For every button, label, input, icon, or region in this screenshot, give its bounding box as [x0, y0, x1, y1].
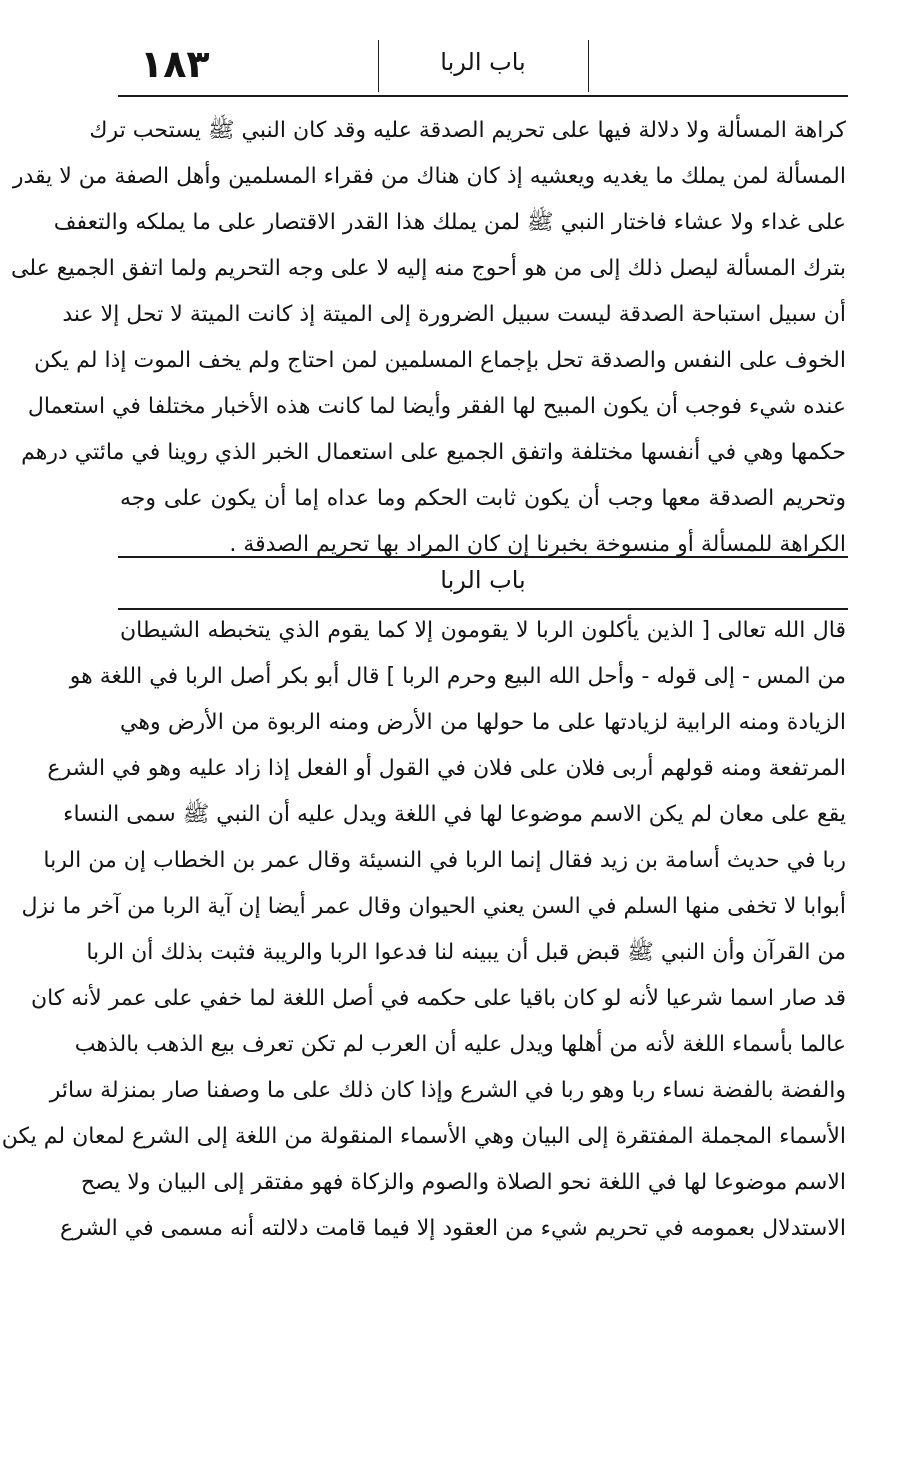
text-line: أن سبيل استباحة الصدقة ليست سبيل الضرورة إلى الميتة إذ كانت الميتة لا تحل إلا عند [62, 302, 846, 327]
text-line: عالما بأسماء اللغة لأنه من أهلها ويدل عليه أن العرب لم تكن تعرف بيع الذهب بالذهب [74, 1032, 846, 1057]
text-line: قد صار اسما شرعيا لأنه لو كان باقيا على حكمه في أصل اللغة لما خفي على عمر لأنه كان [30, 986, 846, 1011]
text-line: وتحريم الصدقة معها وجب أن يكون ثابت الحكم وما عداه إما أن يكون على وجه [120, 486, 846, 511]
text-line: بترك المسألة ليصل ذلك إلى من هو أحوج منه إليه لا على وجه التحريم ولما اتفق الجميع على [11, 256, 846, 281]
page-header [118, 38, 848, 96]
section-title: باب الربا [440, 566, 526, 594]
text-line: أبوابا لا تخفى منها السلم في السن يعني الحيوان وقال عمر أيضا إن آية الربا من آخر ما نزل [21, 894, 846, 919]
text-line: على غداء ولا عشاء فاختار النبي ﷺ لمن يملك هذا القدر الاقتصار على ما يملكه والتعفف [53, 210, 846, 235]
text-line: الكراهة للمسألة أو منسوخة بخبرنا إن كان المراد بها تحريم الصدقة . [229, 532, 846, 557]
text-line: الاستدلال بعمومه في تحريم شيء من العقود إلا فيما قامت دلالته أنه مسمى في الشرع [60, 1216, 846, 1241]
header-divider-right [588, 40, 589, 92]
top-paragraph [11, 108, 846, 568]
text-line: قال الله تعالى [ الذين يأكلون الربا لا يقومون إلا كما يقوم الذي يتخبطه الشيطان [120, 618, 846, 643]
page-number: ١٨٣ [140, 42, 210, 86]
bottom-paragraph [1, 608, 846, 1252]
text-line: من المس - إلى قوله - وأحل الله البيع وحرم الربا ] قال أبو بكر أصل الربا في اللغة هو [69, 664, 846, 689]
text-line: الخوف على النفس والصدقة تحل بإجماع المسلمين لمن احتاج ولم يخف الموت إذا لم يكن [34, 348, 846, 373]
text-line: الأسماء المجملة المفتقرة إلى البيان وهي الأسماء المنقولة من اللغة إلى الشرع لمعان لم يكن [1, 1124, 846, 1149]
header-rule [118, 95, 848, 97]
text-line: عنده شيء فوجب أن يكون المبيح لها الفقر وأيضا لما كانت هذه الأخبار مختلفا في استعمال [27, 394, 846, 419]
text-line: والفضة بالفضة نساء ربا وهو ربا في الشرع وإذا كان ذلك على ما وصفنا صار بمنزلة سائر [49, 1078, 846, 1103]
text-line: المسألة لمن يملك ما يغديه ويعشيه إذ كان هناك من فقراء المسلمين وأهل الصفة من لا يقدر [12, 164, 846, 189]
running-head: باب الربا [440, 48, 526, 76]
text-line: المرتفعة ومنه قولهم أربى فلان على فلان في القول أو الفعل إذا زاد عليه وهو في الشرع [47, 756, 846, 781]
text-line: الاسم موضوعا لها في اللغة نحو الصلاة والصوم والزكاة فهو مفتقر إلى البيان ولا يصح [80, 1170, 846, 1195]
text-line: الزيادة ومنه الرابية لزيادتها على ما حولها من الأرض ومنه الربوة من الأرض وهي [120, 710, 846, 735]
text-line: يقع على معان لم يكن الاسم موضوعا لها في اللغة ويدل عليه أن النبي ﷺ سمى النساء [63, 802, 846, 827]
text-line: كراهة المسألة ولا دلالة فيها على تحريم الصدقة عليه وقد كان النبي ﷺ يستحب ترك [89, 118, 846, 143]
text-line: من القرآن وأن النبي ﷺ قبض قبل أن يبينه لنا فدعوا الربا والريبة فثبت بذلك أن الربا [86, 940, 846, 965]
text-line: ربا في حديث أسامة بن زيد فقال إنما الربا في النسيئة وقال عمر بن الخطاب إن من الربا [43, 848, 846, 873]
section-heading-box [118, 556, 848, 610]
text-line: حكمها وهي في أنفسها مختلفة واتفق الجميع على استعمال الخبر الذي روينا في مائتي درهم [21, 440, 846, 465]
